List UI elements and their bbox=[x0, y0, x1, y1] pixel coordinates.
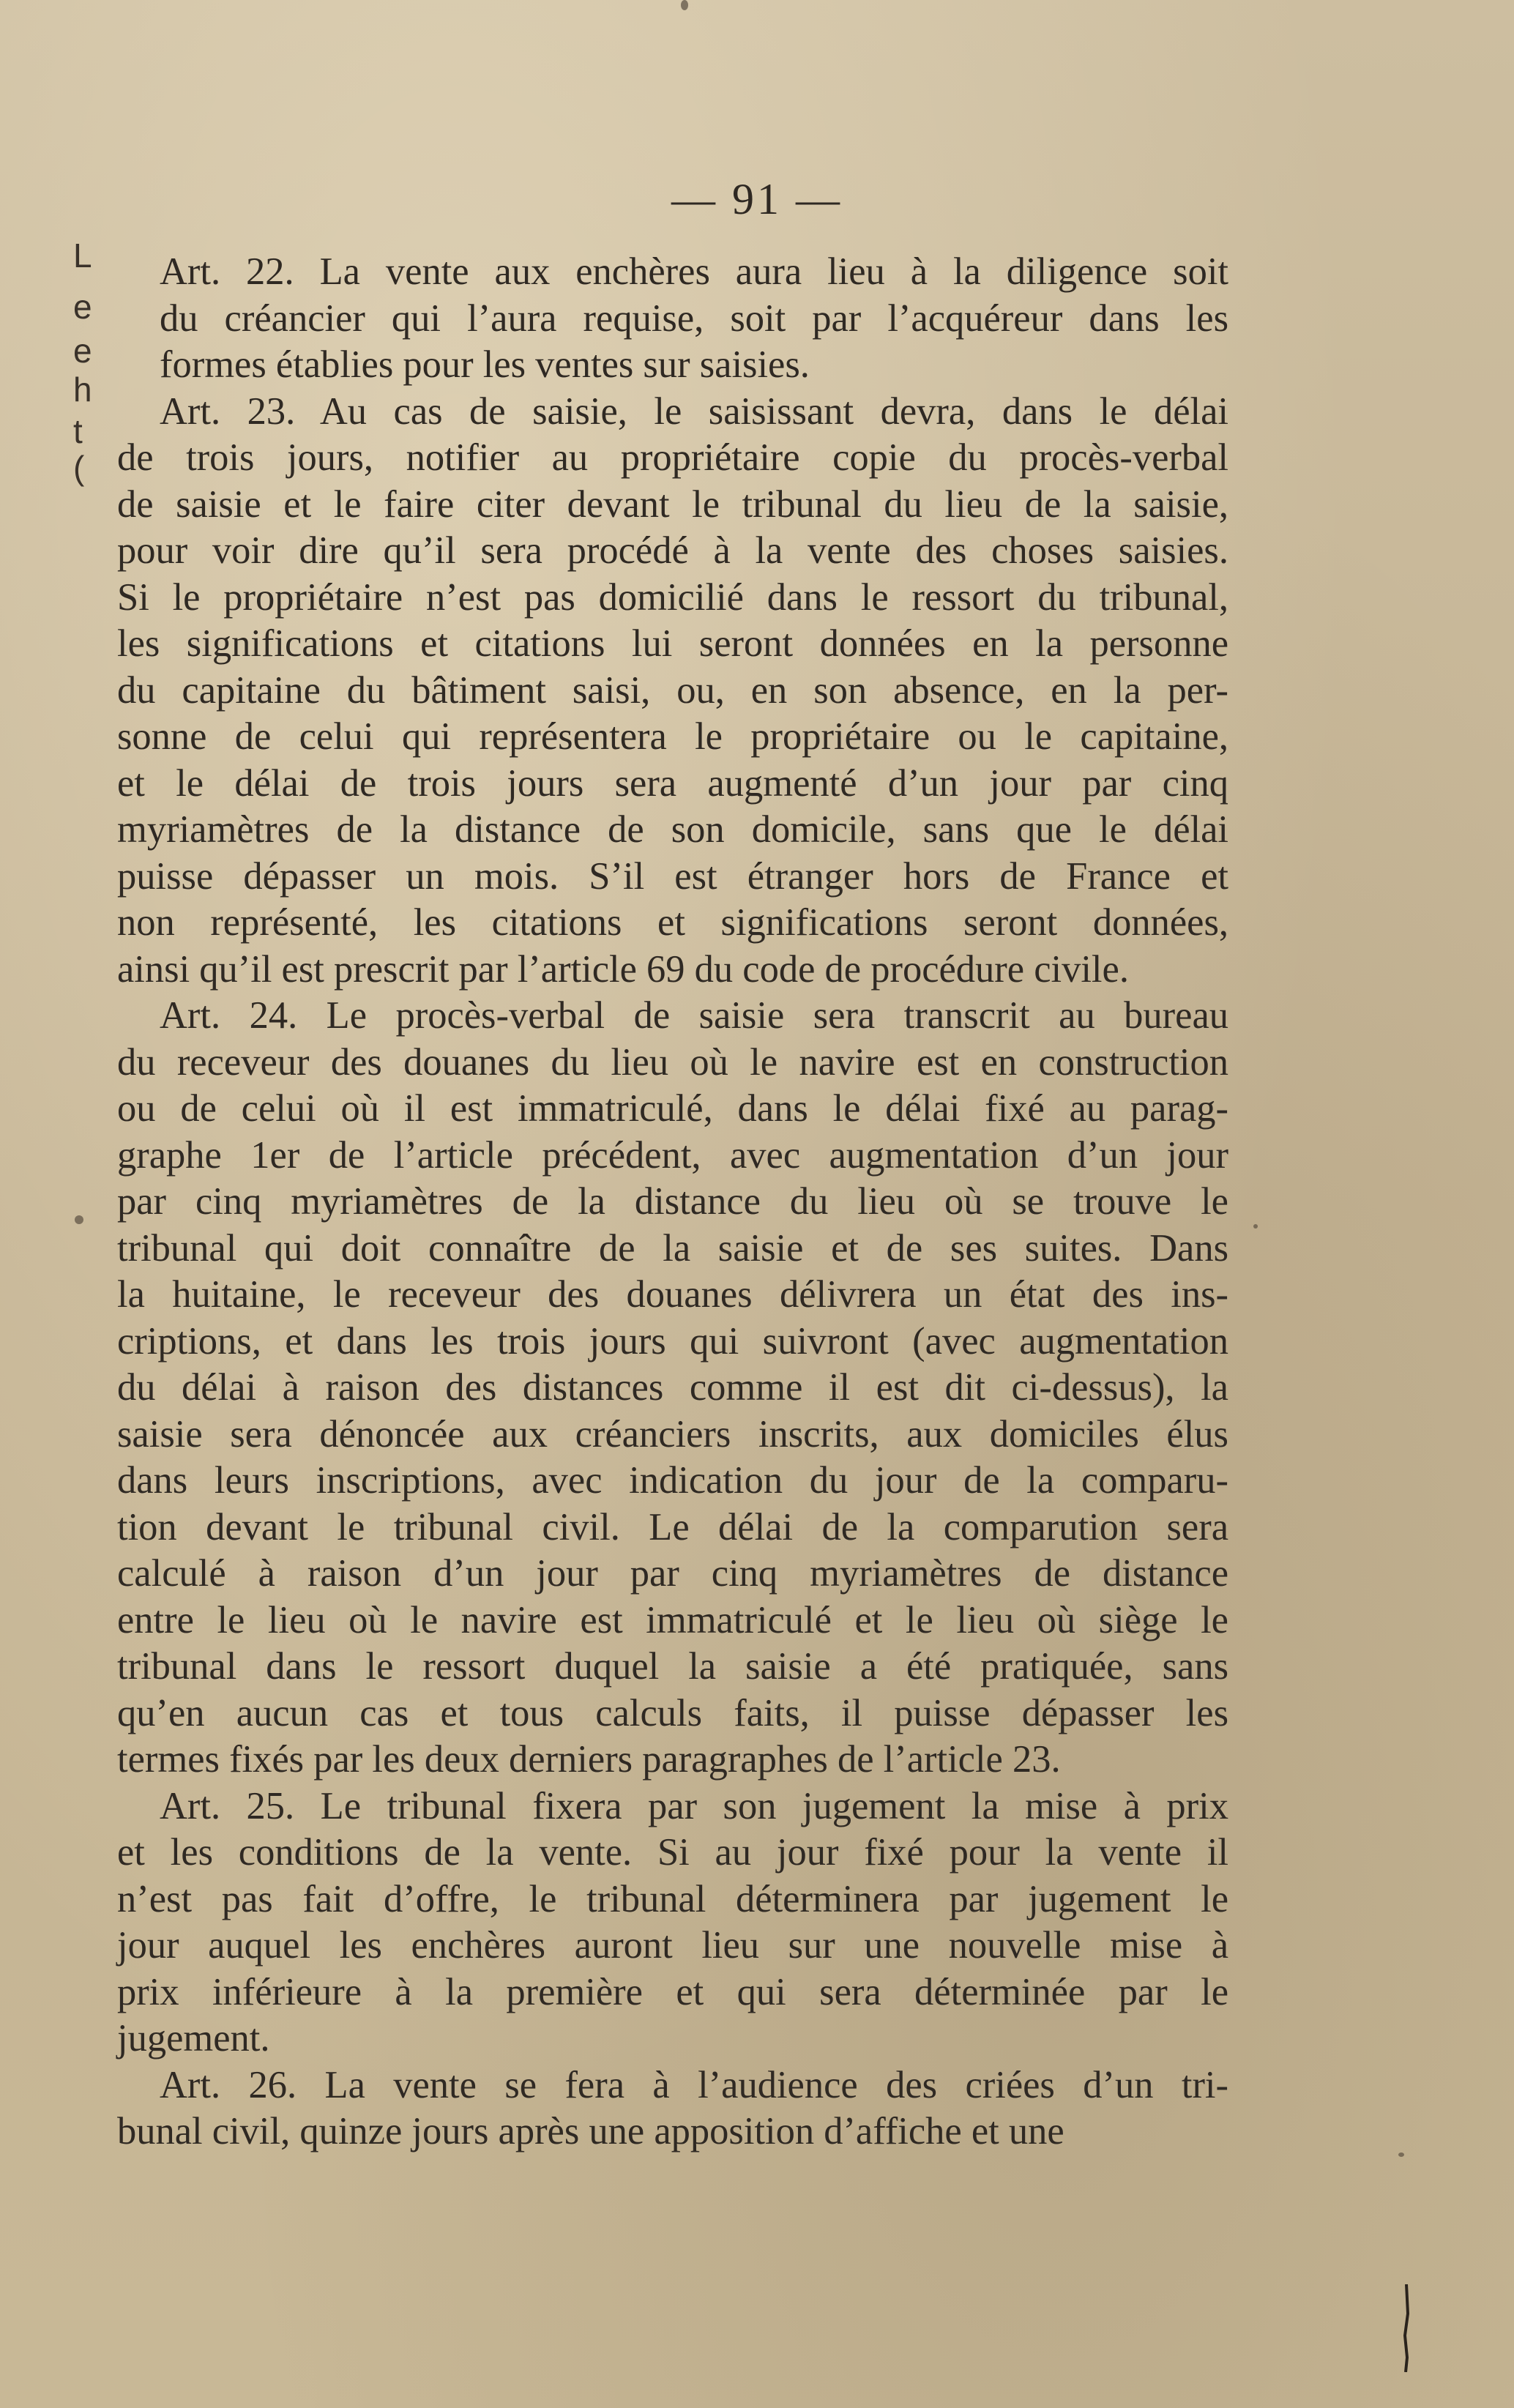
text-line: bunal civil, quinze jours après une apposition d’affiche et une bbox=[117, 2110, 1064, 2152]
text-line: n’est pas fait d’offre, le tribunal déterminera par jugement le bbox=[117, 1877, 1228, 1920]
text-line: tribunal dans le ressort duquel la saisie a été pratiquée, sans bbox=[117, 1645, 1228, 1688]
text-line: par cinq myriamètres de la distance du lieu où se trouve le bbox=[117, 1180, 1228, 1223]
text-line: ainsi qu’il est prescrit par l’article 69 du code de procédure civile. bbox=[117, 947, 1129, 991]
text-line: du receveur des douanes du lieu où le navire est en construction bbox=[117, 1040, 1228, 1084]
text-line: sonne de celui qui représentera le propriétaire ou le capitaine, bbox=[117, 715, 1228, 758]
paper-speck bbox=[1253, 1224, 1258, 1229]
text-line: termes fixés par les deux derniers paragraphes de l’article 23. bbox=[117, 1738, 1061, 1781]
text-line: jour auquel les enchères auront lieu sur une nouvelle mise à bbox=[117, 1924, 1228, 1967]
text-line: pour voir dire qu’il sera procédé à la vente des choses saisies. bbox=[117, 529, 1228, 572]
ink-mark bbox=[1401, 2284, 1412, 2372]
margin-fragment: h bbox=[73, 370, 92, 409]
text-line: jugement. bbox=[117, 2017, 270, 2060]
text-line: la huitaine, le receveur des douanes délivrera un état des ins- bbox=[117, 1273, 1228, 1316]
text-line: de trois jours, notifier au propriétaire copie du procès-verbal bbox=[117, 436, 1228, 479]
body-text bbox=[117, 249, 1228, 2155]
text-line: les significations et citations lui seront données en la personne bbox=[117, 622, 1228, 665]
text-line: criptions, et dans les trois jours qui suivront (avec augmentation bbox=[117, 1319, 1228, 1363]
text-line: calculé à raison d’un jour par cinq myriamètres de distance bbox=[117, 1552, 1228, 1595]
text-line: prix inférieure à la première et qui sera déterminée par le bbox=[117, 1970, 1228, 2013]
margin-fragment: e bbox=[73, 288, 92, 326]
text-line: de saisie et le faire citer devant le tribunal du lieu de la saisie, bbox=[117, 482, 1228, 526]
margin-fragment: L bbox=[73, 236, 92, 275]
text-line: entre le lieu où le navire est immatriculé et le lieu où siège le bbox=[117, 1598, 1228, 1641]
text-line: Si le propriétaire n’est pas domicilié dans le ressort du tribunal, bbox=[117, 575, 1228, 619]
paper-speck bbox=[75, 1215, 83, 1224]
text-line: non représenté, les citations et significations seront données, bbox=[117, 901, 1228, 944]
text-line: qu’en aucun cas et tous calculs faits, il puisse dépasser les bbox=[117, 1691, 1228, 1734]
paper-speck bbox=[681, 0, 688, 10]
text-line: tribunal qui doit connaître de la saisie et de ses suites. Dans bbox=[117, 1226, 1228, 1270]
page-number: — 91 — bbox=[671, 175, 843, 223]
text-line: et les conditions de la vente. Si au jour fixé pour la vente il bbox=[117, 1831, 1228, 1874]
text-line: du délai à raison des distances comme il est dit ci-dessus), la bbox=[117, 1366, 1228, 1409]
text-line: myriamètres de la distance de son domicile, sans que le délai bbox=[117, 808, 1228, 851]
text-line: formes établies pour les ventes sur saisies. bbox=[160, 343, 810, 386]
text-line: saisie sera dénoncée aux créanciers inscrits, aux domiciles élus bbox=[117, 1412, 1228, 1455]
text-line: du capitaine du bâtiment saisi, ou, en son absence, en la per- bbox=[117, 668, 1228, 712]
text-line: Art. 25. Le tribunal fixera par son jugement la mise à prix bbox=[160, 1784, 1228, 1827]
paper-speck bbox=[1398, 2152, 1404, 2157]
text-line: Art. 23. Au cas de saisie, le saisissant devra, dans le délai bbox=[160, 389, 1228, 433]
text-line: ou de celui où il est immatriculé, dans le délai fixé au parag- bbox=[117, 1087, 1228, 1130]
text-line: Art. 26. La vente se fera à l’audience des criées d’un tri- bbox=[160, 2063, 1228, 2106]
text-line: et le délai de trois jours sera augmenté d’un jour par cinq bbox=[117, 761, 1228, 805]
margin-fragment: ( bbox=[73, 449, 85, 487]
text-line: Art. 24. Le procès-verbal de saisie sera transcrit au bureau bbox=[160, 994, 1228, 1037]
margin-fragment: e bbox=[73, 332, 92, 370]
text-line: puisse dépasser un mois. S’il est étranger hors de France et bbox=[117, 854, 1228, 898]
text-line: du créancier qui l’aura requise, soit par l’acquéreur dans les bbox=[160, 297, 1228, 340]
text-line: Art. 22. La vente aux enchères aura lieu à la diligence soit bbox=[160, 250, 1228, 293]
text-line: dans leurs inscriptions, avec indication du jour de la comparu- bbox=[117, 1459, 1228, 1502]
text-line: tion devant le tribunal civil. Le délai de la comparution sera bbox=[117, 1505, 1228, 1548]
text-line: graphe 1er de l’article précédent, avec augmentation d’un jour bbox=[117, 1133, 1228, 1177]
margin-fragment: t bbox=[73, 412, 83, 450]
